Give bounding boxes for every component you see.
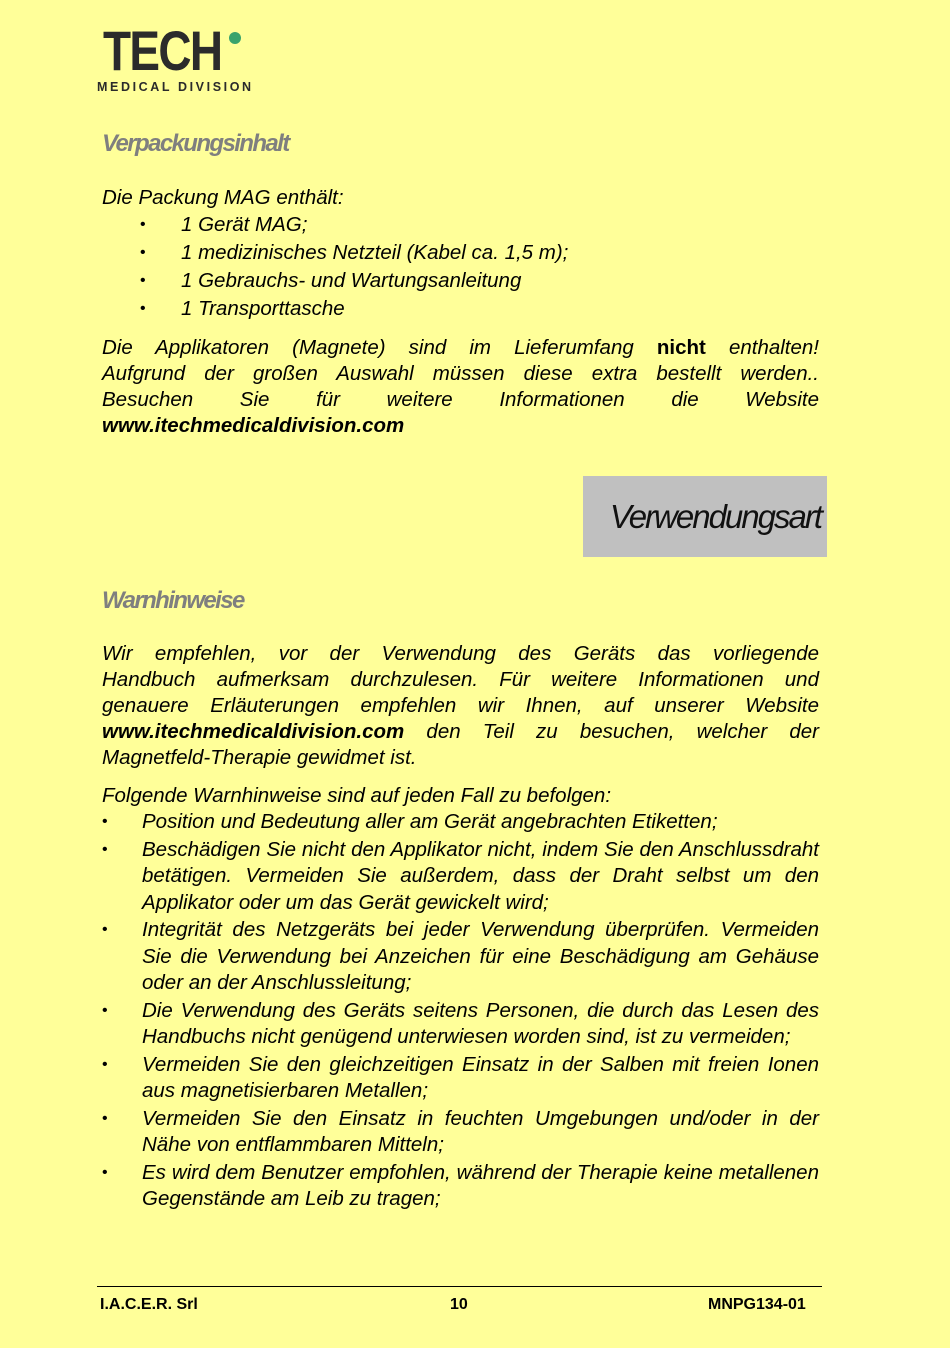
para-line: genauere Erläuterungen empfehlen wir Ihnen, auf unserer Website xyxy=(102,694,819,717)
logo-subtitle: MEDICAL DIVISION xyxy=(97,80,254,94)
applicator-note xyxy=(102,335,819,439)
list-item: • Die Verwendung des Geräts seitens Personen, die durch das Lesen des Handbuchs nicht genügend unterwiesen worden sind, ist zu vermeiden; xyxy=(102,998,819,1051)
note-emphasis: nicht xyxy=(656,336,706,359)
website-link[interactable]: www.itechmedicaldivision.com xyxy=(102,720,405,743)
footer-company: I.A.C.E.R. Srl xyxy=(100,1296,198,1313)
list-item: • Vermeiden Sie den Einsatz in feuchten Umgebungen und/oder in der Nähe von entflammbaren Mitteln; xyxy=(102,1106,819,1159)
section-title-contents: Verpackungsinhalt xyxy=(102,130,289,157)
para-line: Wir empfehlen, vor der Verwendung des Geräts das vorliegende xyxy=(102,642,819,665)
list-item: • 1 Transporttasche xyxy=(102,295,568,323)
section-label: Verwendungsart xyxy=(609,497,821,535)
list-item: • Vermeiden Sie den gleichzeitigen Einsatz in der Salben mit freien Ionen aus magnetisierbaren Metallen; xyxy=(102,1052,819,1105)
list-item: • Position und Bedeutung aller am Gerät angebrachten Etiketten; xyxy=(102,809,819,836)
note-line xyxy=(102,335,819,361)
section-title-warnings: Warnhinweise xyxy=(102,587,244,614)
note-text: enthalten! xyxy=(728,336,820,359)
list-item: • 1 Gebrauchs- und Wartungsanleitung xyxy=(102,267,568,295)
warnings-paragraph xyxy=(102,641,819,771)
para-line xyxy=(102,719,819,745)
note-text: Die Applikatoren (Magnete) sind im Lieferumfang xyxy=(102,336,634,359)
section-label-box xyxy=(583,476,827,557)
note-line: Besuchen Sie für weitere Informationen die Website xyxy=(102,388,819,411)
contents-list xyxy=(102,211,568,323)
footer-doc-code: MNPG134-01 xyxy=(708,1296,806,1313)
list-item: • Es wird dem Benutzer empfohlen, während der Therapie keine metallenen Gegenstände am Leib zu tragen; xyxy=(102,1160,819,1213)
para-text: den Teil zu besuchen, welcher der xyxy=(426,720,820,743)
logo-main-text: TECH xyxy=(103,19,222,82)
footer-divider xyxy=(97,1286,822,1287)
website-link[interactable]: www.itechmedicaldivision.com xyxy=(102,414,405,437)
list-item: • Beschädigen Sie nicht den Applikator nicht, indem Sie den Anschlussdraht betätigen. Vermeiden Sie außerdem, dass der Draht selbst um den Applikator oder um das Gerät gewickelt wird; xyxy=(102,837,819,917)
list-item: • Integrität des Netzgeräts bei jeder Verwendung überprüfen. Vermeiden Sie die Verwendung bei Anzeichen für eine Beschädigung am Gehäuse oder an der Anschlussleitung; xyxy=(102,917,819,997)
logo-dot xyxy=(229,32,241,44)
warnings-intro: Folgende Warnhinweise sind auf jeden Fall zu befolgen: xyxy=(102,784,612,807)
contents-intro: Die Packung MAG enthält: xyxy=(102,186,344,209)
list-item: • 1 medizinisches Netzteil (Kabel ca. 1,5 m); xyxy=(102,239,568,267)
note-line: Aufgrund der großen Auswahl müssen diese extra bestellt werden.. xyxy=(102,362,819,385)
para-line: Handbuch aufmerksam durchzulesen. Für weitere Informationen und xyxy=(102,668,819,691)
warnings-list xyxy=(102,809,819,1214)
footer-page-number: 10 xyxy=(450,1296,468,1313)
company-logo xyxy=(97,19,254,94)
list-item: • 1 Gerät MAG; xyxy=(102,211,568,239)
para-line: Magnetfeld-Therapie gewidmet ist. xyxy=(102,746,417,769)
